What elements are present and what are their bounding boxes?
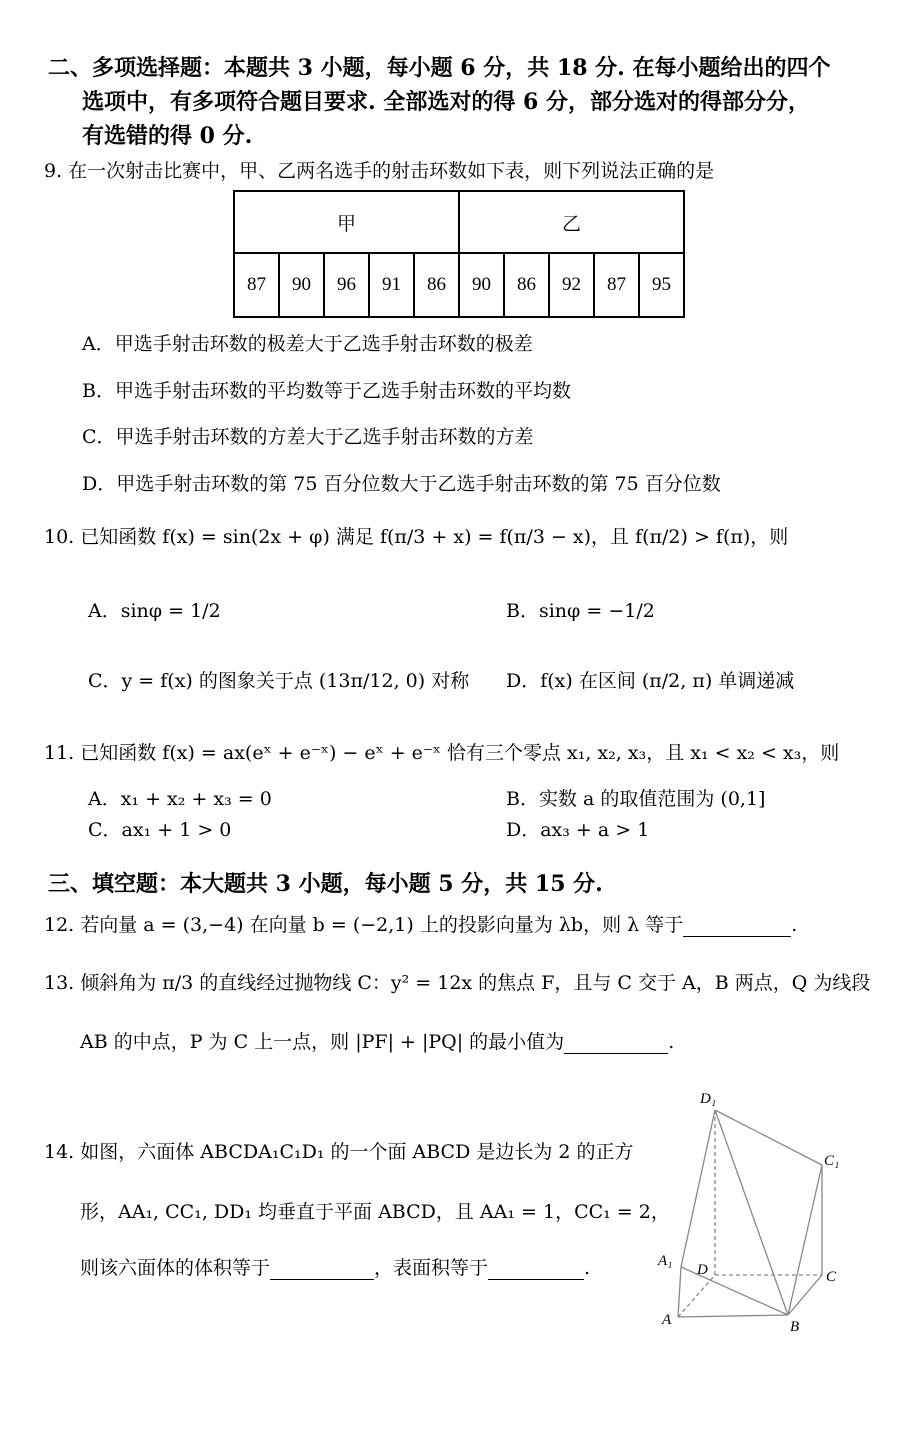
q14-line2: 形，AA₁, CC₁, DD₁ 均垂直于平面 ABCD，且 AA₁ = 1，CC₁ = 2， — [80, 1201, 670, 1223]
section-fill-header: 三、填空题：本大题共 3 小题，每小题 5 分，共 15 分. — [48, 871, 603, 897]
yi-score: 92 — [549, 253, 594, 317]
q10-stem: 10. 已知函数 f(x) = sin(2x + φ) 满足 f(π/3 + x) = f(π/3 − x)，且 f(π/2) > f(π)，则 — [44, 526, 789, 548]
section-multi-line2: 选项中，有多项符合题目要求. 全部选对的得 6 分，部分选对的得部分分， — [82, 89, 810, 115]
q10-option-c: C．y = f(x) 的图象关于点 (13π/12, 0) 对称 — [88, 670, 470, 692]
label-a1: A₁ — [658, 1253, 673, 1269]
q11-stem: 11. 已知函数 f(x) = ax(eˣ + e⁻ˣ) − eˣ + e⁻ˣ 恰有三个零点 x₁, x₂, x₃，且 x₁ < x₂ < x₃，则 — [44, 742, 840, 764]
q9-option-a: A．甲选手射击环数的极差大于乙选手射击环数的极差 — [82, 333, 533, 355]
edge-d1b — [715, 1110, 788, 1315]
q14-area-text: ，表面积等于 — [374, 1257, 489, 1279]
q9-option-c: C．甲选手射击环数的方差大于乙选手射击环数的方差 — [82, 426, 534, 448]
section-multi-line3: 有选错的得 0 分. — [82, 123, 253, 149]
label-c1: C₁ — [824, 1153, 840, 1169]
q11-option-c: C．ax₁ + 1 > 0 — [88, 819, 232, 841]
q11-option-b: B．实数 a 的取值范围为 (0,1] — [506, 788, 766, 810]
q14-area-blank[interactable] — [488, 1259, 584, 1280]
edge-ad-hidden — [678, 1275, 715, 1317]
q14-line3 — [80, 1253, 590, 1280]
q13-line2 — [80, 1027, 674, 1054]
q9-stem: 9. 在一次射击比赛中，甲、乙两名选手的射击环数如下表，则下列说法正确的是 — [44, 160, 715, 182]
q10-option-d: D．f(x) 在区间 (π/2, π) 单调递减 — [506, 670, 795, 692]
edge-a1a — [678, 1267, 681, 1317]
edge-d1a1 — [681, 1110, 715, 1267]
label-b: B — [790, 1319, 800, 1335]
q12-answer-blank[interactable] — [683, 916, 791, 937]
q11-option-a: A．x₁ + x₂ + x₃ = 0 — [88, 788, 272, 810]
section-multi-line1: 二、多项选择题：本题共 3 小题，每小题 6 分，共 18 分. 在每小题给出的四个 — [48, 55, 831, 81]
jia-score: 87 — [234, 253, 279, 317]
q10-option-b: B．sinφ = −1/2 — [506, 600, 655, 622]
q13-text: AB 的中点，P 为 C 上一点，则 |PF| + |PQ| 的最小值为 — [80, 1031, 565, 1053]
q14-volume-text: 则该六面体的体积等于 — [80, 1257, 271, 1279]
jia-score: 96 — [324, 253, 369, 317]
q12-end: . — [791, 914, 798, 936]
q13-end: . — [668, 1031, 675, 1053]
table-header-yi: 乙 — [459, 191, 684, 253]
q13-answer-blank[interactable] — [564, 1033, 668, 1054]
q14-line1: 14. 如图，六面体 ABCDA₁C₁D₁ 的一个面 ABCD 是边长为 2 的正方 — [44, 1141, 634, 1163]
edge-c1b — [788, 1165, 822, 1315]
q9-score-table — [233, 190, 685, 318]
q9-option-d: D．甲选手射击环数的第 75 百分位数大于乙选手射击环数的第 75 百分位数 — [82, 473, 721, 495]
edge-ab — [678, 1315, 788, 1317]
q11-option-d: D．ax₃ + a > 1 — [506, 819, 650, 841]
jia-score: 91 — [369, 253, 414, 317]
label-a: A — [662, 1312, 672, 1328]
q12-stem: 12. 若向量 a = (3,−4) 在向量 b = (−2,1) 上的投影向量为 λb，则 λ 等于 — [44, 914, 684, 936]
label-c: C — [826, 1269, 837, 1285]
table-header-jia: 甲 — [234, 191, 459, 253]
hexahedron-figure — [650, 1085, 850, 1345]
q13-line1: 13. 倾斜角为 π/3 的直线经过抛物线 C：y² = 12x 的焦点 F，且与 C 交于 A，B 两点，Q 为线段 — [44, 972, 871, 994]
yi-score: 90 — [459, 253, 504, 317]
yi-score: 87 — [594, 253, 639, 317]
q14-end: . — [584, 1257, 591, 1279]
label-d: D — [697, 1262, 708, 1278]
yi-score: 95 — [639, 253, 684, 317]
q9-option-b: B．甲选手射击环数的平均数等于乙选手射击环数的平均数 — [82, 380, 571, 402]
q10-option-a: A．sinφ = 1/2 — [88, 600, 221, 622]
q14-volume-blank[interactable] — [270, 1259, 374, 1280]
jia-score: 86 — [414, 253, 459, 317]
label-d1: D₁ — [700, 1091, 717, 1107]
jia-score: 90 — [279, 253, 324, 317]
q12-line — [44, 910, 797, 937]
yi-score: 86 — [504, 253, 549, 317]
